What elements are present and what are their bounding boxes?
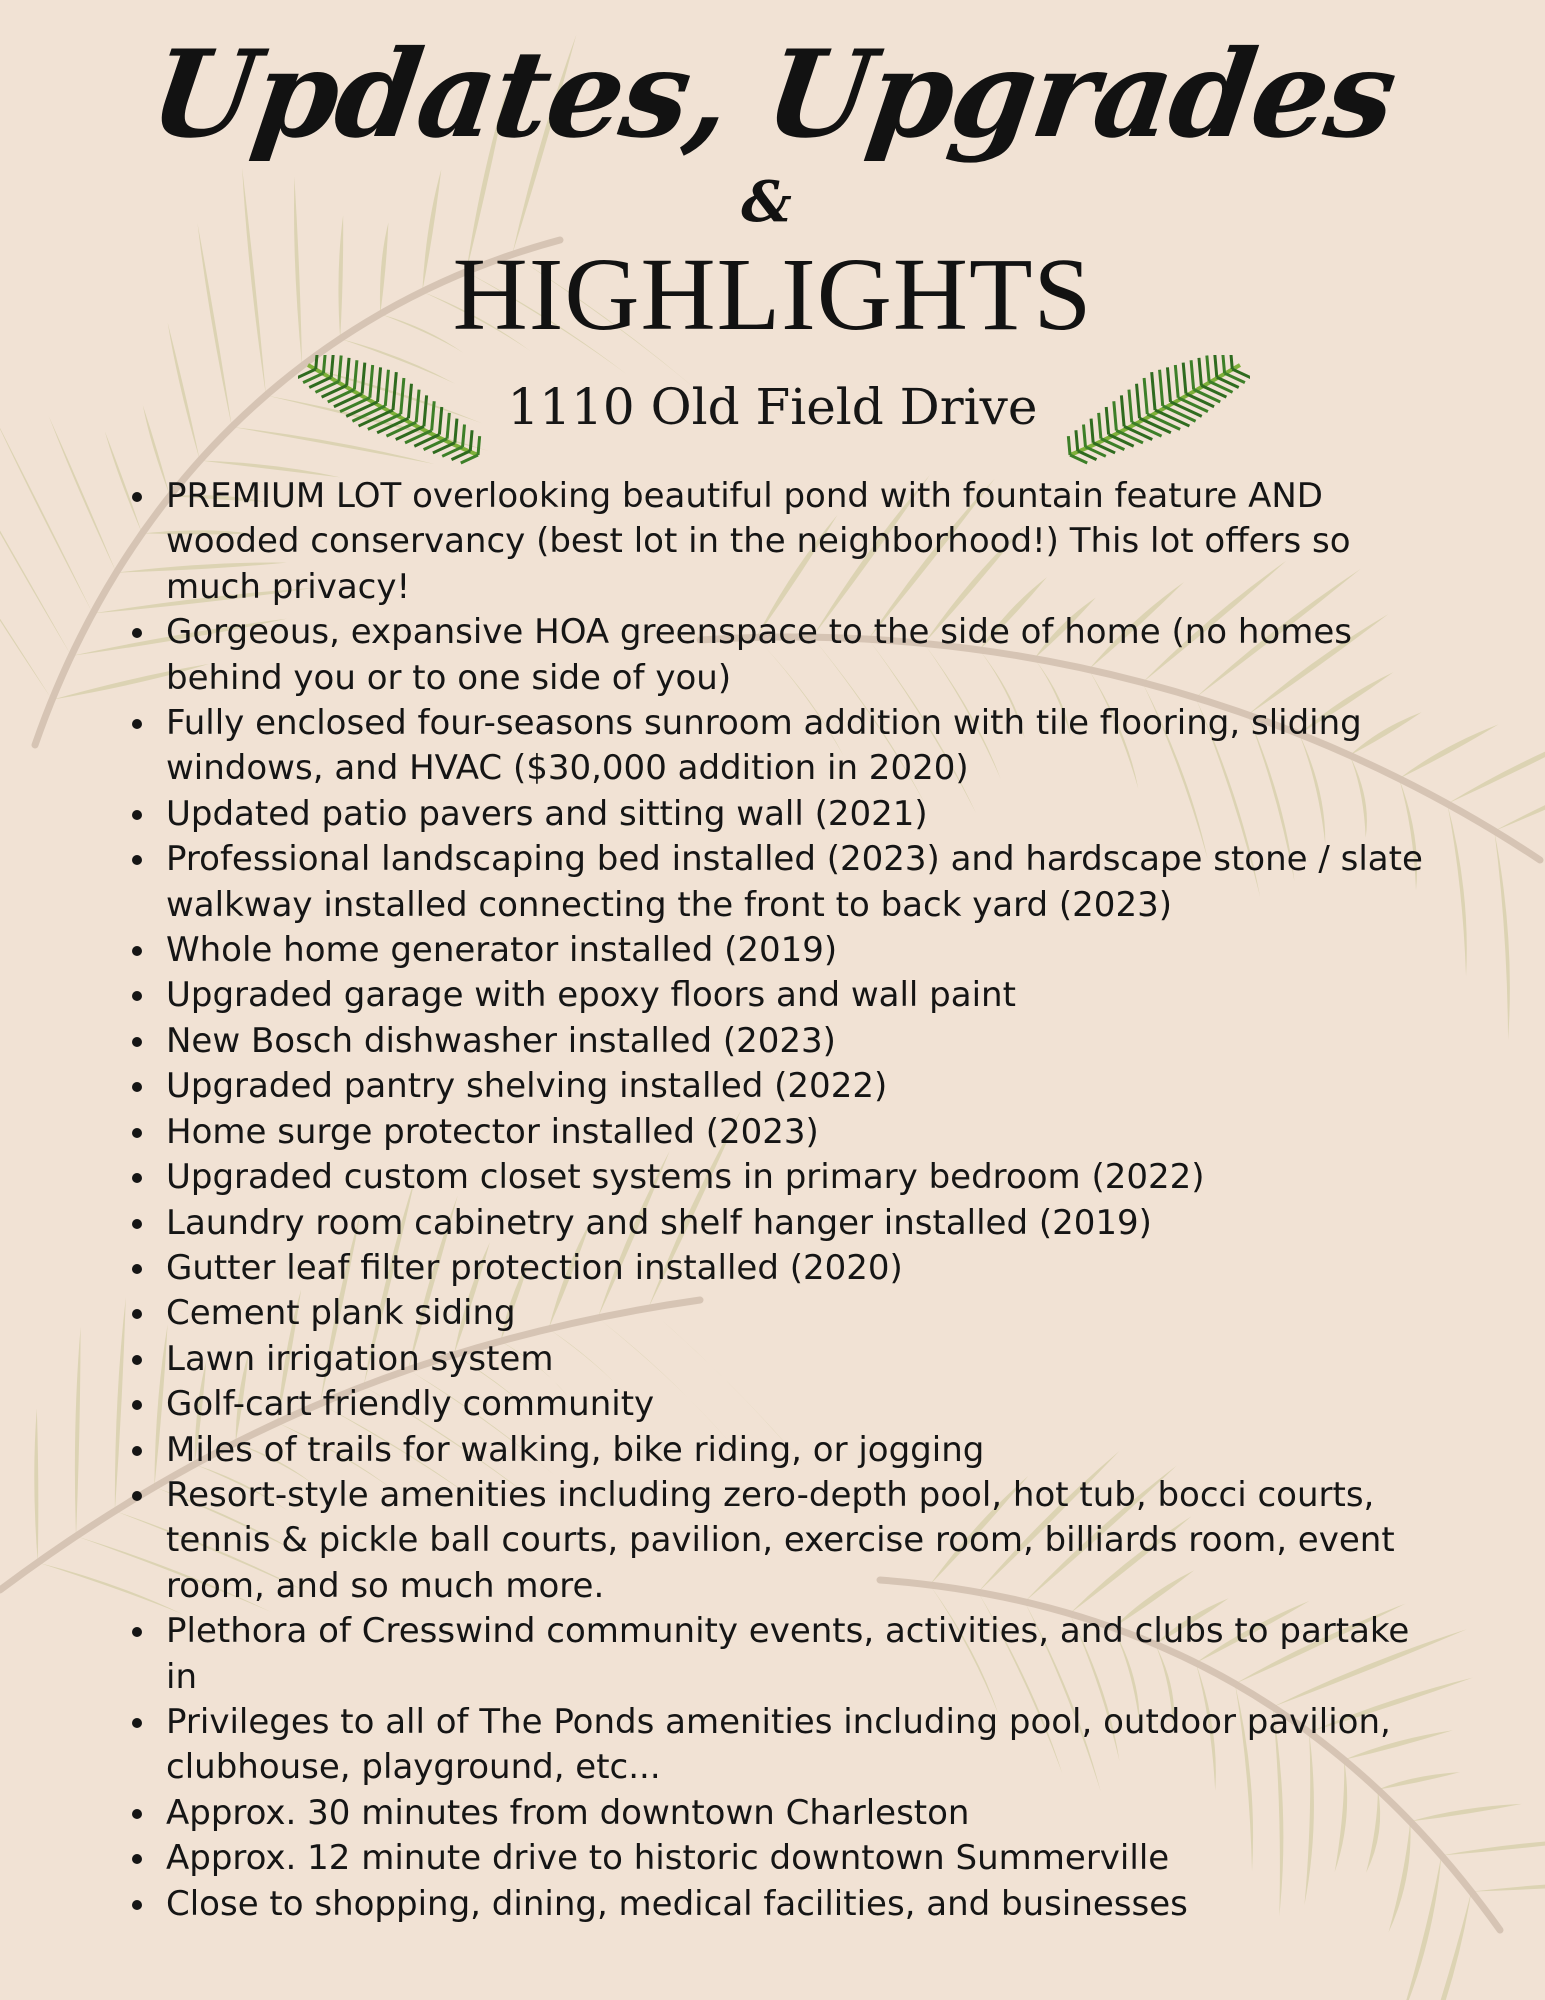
list-item (118, 474, 1448, 610)
list-item (118, 1428, 1448, 1473)
page-title: HIGHLIGHTS (452, 237, 1093, 352)
list-item-text: Updated patio pavers and sitting wall (2021) (166, 793, 928, 834)
list-item-text: Approx. 30 minutes from downtown Charleston (166, 1792, 970, 1833)
palm-leaf-icon (1060, 355, 1250, 465)
property-address: 1110 Old Field Drive (507, 378, 1038, 436)
list-item (118, 1155, 1448, 1200)
list-item (118, 1836, 1448, 1881)
list-item (118, 1473, 1448, 1609)
highlights-list (118, 474, 1448, 1927)
list-item (118, 1609, 1448, 1700)
list-item-text: Close to shopping, dining, medical facilities, and businesses (166, 1883, 1188, 1924)
list-item (118, 1019, 1448, 1064)
list-item-text: Laundry room cabinetry and shelf hanger installed (2019) (166, 1202, 1152, 1243)
bullet-icon (132, 1309, 142, 1319)
list-item (118, 928, 1448, 973)
list-item (118, 1700, 1448, 1791)
list-item-text: Upgraded custom closet systems in primary bedroom (2022) (166, 1157, 1205, 1198)
bullet-icon (132, 1173, 142, 1183)
list-item (118, 1791, 1448, 1836)
list-item (118, 1201, 1448, 1246)
list-item (118, 610, 1448, 701)
list-item (118, 1337, 1448, 1382)
bullet-icon (132, 1627, 142, 1637)
list-item-text: Resort-style amenities including zero-depth pool, hot tub, bocci courts, tennis & pickle ball courts, pavilion, exercise room, billiards room, event room, and so much more. (166, 1474, 1395, 1606)
list-item (118, 792, 1448, 837)
list-item (118, 1246, 1448, 1291)
list-item-text: Whole home generator installed (2019) (166, 930, 838, 971)
list-item-text: Cement plank siding (166, 1293, 516, 1334)
bullet-icon (132, 492, 142, 502)
bullet-icon (132, 1037, 142, 1047)
bullet-icon (132, 628, 142, 638)
bullet-icon (132, 1082, 142, 1092)
bullet-icon (132, 810, 142, 820)
bullet-icon (132, 855, 142, 865)
list-item-text: Approx. 12 minute drive to historic downtown Summerville (166, 1838, 1170, 1879)
bullet-icon (132, 1219, 142, 1229)
list-item-text: Upgraded garage with epoxy floors and wall paint (166, 975, 1016, 1016)
list-item-text: New Bosch dishwasher installed (2023) (166, 1020, 836, 1061)
bullet-icon (132, 1446, 142, 1456)
list-item-text: Gorgeous, expansive HOA greenspace to the side of home (no homes behind you or to one side of you) (166, 612, 1352, 698)
list-item-text: Plethora of Cresswind community events, activities, and clubs to partake in (166, 1611, 1410, 1697)
list-item (118, 973, 1448, 1018)
list-item (118, 1882, 1448, 1927)
list-item-text: Golf-cart friendly community (166, 1384, 655, 1425)
bullet-icon (132, 1491, 142, 1501)
list-item-text: Home surge protector installed (2023) (166, 1111, 819, 1152)
bullet-icon (132, 991, 142, 1001)
bullet-icon (132, 1718, 142, 1728)
list-item (118, 837, 1448, 928)
bullet-icon (132, 1264, 142, 1274)
bullet-icon (132, 1900, 142, 1910)
bullet-icon (132, 946, 142, 956)
bullet-icon (132, 1854, 142, 1864)
bullet-icon (132, 1128, 142, 1138)
list-item-text: Professional landscaping bed installed (2023) and hardscape stone / slate walkway installed connecting the front to back yard (2023) (166, 839, 1423, 925)
list-item (118, 1291, 1448, 1336)
bullet-icon (132, 719, 142, 729)
list-item-text: Upgraded pantry shelving installed (2022) (166, 1066, 888, 1107)
list-item (118, 701, 1448, 792)
list-item-text: Fully enclosed four-seasons sunroom addition with tile flooring, sliding windows, and HVAC ($30,000 addition in 2020) (166, 703, 1362, 789)
list-item (118, 1382, 1448, 1427)
bullet-icon (132, 1809, 142, 1819)
list-item (118, 1110, 1448, 1155)
bullet-icon (132, 1400, 142, 1410)
title-ampersand: & (741, 169, 792, 235)
list-item-text: Privileges to all of The Ponds amenities including pool, outdoor pavilion, clubhouse, playground, etc... (166, 1701, 1391, 1788)
title-script: Updates, Upgrades (142, 24, 1403, 165)
bullet-icon (132, 1355, 142, 1365)
list-item-text: Lawn irrigation system (166, 1338, 554, 1379)
list-item (118, 1064, 1448, 1109)
list-item-text: Gutter leaf filter protection installed (2020) (166, 1247, 903, 1288)
list-item-text: Miles of trails for walking, bike riding, or jogging (166, 1429, 985, 1470)
list-item-text: PREMIUM LOT overlooking beautiful pond with fountain feature AND wooded conservancy (best lot in the neighborhood!) This lot offers so much privacy! (166, 476, 1351, 607)
